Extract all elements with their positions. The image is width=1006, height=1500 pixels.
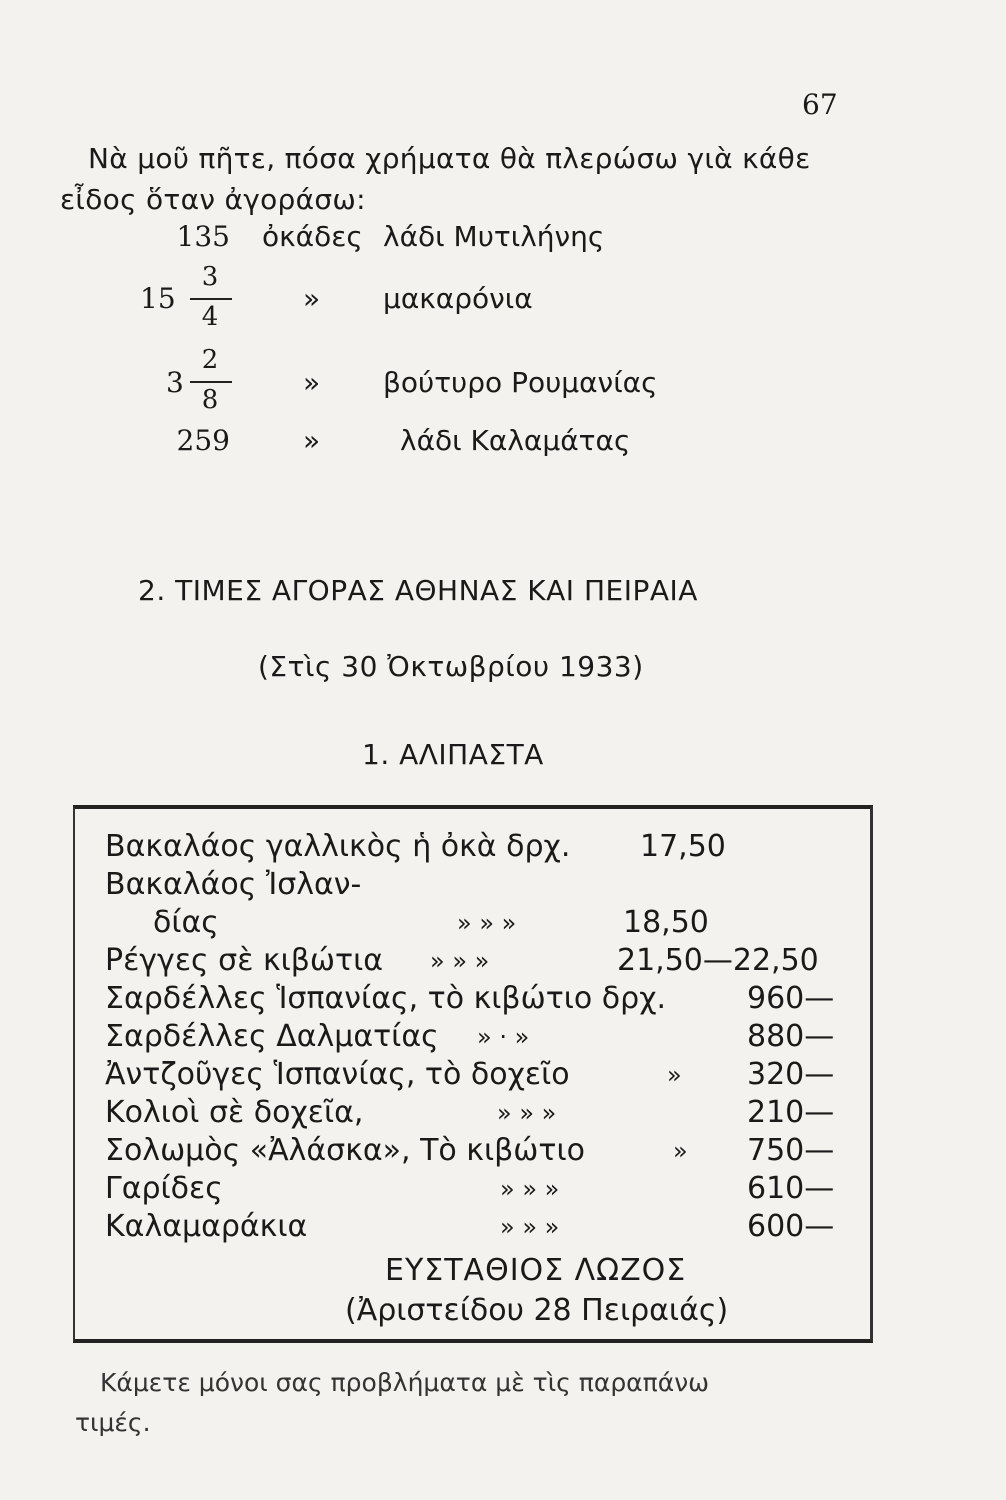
purchase-item: λάδι Καλαμάτας — [400, 424, 631, 457]
section-date: (Στὶς 30 Ὀκτωβρίου 1933) — [258, 650, 644, 683]
advertiser-name: ΕΥΣΤΑΘΙΟΣ ΛΩΖΟΣ — [385, 1253, 687, 1288]
ditto-marks: » » » — [500, 1213, 560, 1241]
price-item-name: Καλαμαράκια — [105, 1209, 308, 1244]
fraction-bar — [190, 381, 232, 383]
price-value: 18,50 — [623, 905, 709, 940]
purchase-qty-whole: 15 — [140, 282, 176, 315]
ditto-marks: » — [673, 1137, 688, 1165]
ditto-marks: » » » — [500, 1175, 560, 1203]
purchase-unit: » — [303, 366, 321, 399]
subsection-title: 1. ΑΛΙΠΑΣΤΑ — [362, 738, 544, 771]
price-item-name: Κολιοὶ σὲ δοχεῖα, — [105, 1095, 364, 1130]
fraction-bar — [190, 298, 232, 300]
price-value: 17,50 — [640, 829, 726, 864]
price-item-name: δίας — [153, 905, 219, 940]
purchase-unit: » — [303, 424, 321, 457]
section-title: 2. ΤΙΜΕΣ ΑΓΟΡΑΣ ΑΘΗΝΑΣ ΚΑΙ ΠΕΙΡΑΙΑ — [138, 574, 698, 607]
price-value: 320— — [747, 1057, 835, 1092]
page-number: 67 — [802, 88, 838, 121]
ditto-marks: » » » — [430, 947, 490, 975]
price-item-name: Ἀντζοῦγες Ἱσπανίας, τὸ δοχεῖο — [105, 1057, 570, 1092]
purchase-qty-whole: 3 — [166, 366, 184, 399]
purchase-qty: 135 — [176, 220, 230, 253]
ditto-marks: » · » — [477, 1023, 530, 1051]
footer-line-2: τιμές. — [75, 1408, 151, 1437]
purchase-unit: » — [303, 282, 321, 315]
fraction-numerator: 3 — [201, 262, 219, 292]
price-item-name: Βακαλάος γαλλικὸς ἡ ὀκὰ δρχ. — [105, 829, 571, 864]
fraction-denominator: 4 — [201, 302, 219, 332]
purchase-qty: 259 — [176, 424, 230, 457]
purchase-item: μακαρόνια — [383, 282, 533, 315]
intro-line-2: εἶδος ὅταν ἀγοράσω: — [60, 183, 366, 216]
fraction-numerator: 2 — [201, 345, 219, 375]
advertiser-address: (Ἀριστείδου 28 Πειραιάς) — [345, 1293, 729, 1328]
price-value: 600— — [747, 1209, 835, 1244]
price-item-name: Γαρίδες — [105, 1171, 223, 1206]
price-value: 21,50—22,50 — [617, 943, 819, 978]
ditto-marks: » » » — [457, 909, 517, 937]
purchase-item: λάδι Μυτιλήνης — [383, 220, 605, 253]
advertisement-box — [73, 805, 873, 1343]
price-value: 210— — [747, 1095, 835, 1130]
price-item-name: Σολωμὸς «Ἀλάσκα», Τὸ κιβώτιο — [105, 1133, 585, 1168]
ditto-marks: » — [667, 1061, 682, 1089]
price-value: 880— — [747, 1019, 835, 1054]
price-item-name: Σαρδέλλες Δαλματίας — [105, 1019, 439, 1054]
price-value: 960— — [747, 981, 835, 1016]
price-item-name: Ρέγγες σὲ κιβώτια — [105, 943, 384, 978]
price-value: 610— — [747, 1171, 835, 1206]
purchase-item: βούτυρο Ρουμανίας — [383, 366, 658, 399]
price-item-name: Σαρδέλλες Ἱσπανίας, τὸ κιβώτιο δρχ. — [105, 981, 667, 1016]
intro-line-1: Νὰ μοῦ πῆτε, πόσα χρήματα θὰ πλερώσω γιὰ κάθε — [88, 142, 811, 175]
footer-line-1: Κάμετε μόνοι σας προβλήματα μὲ τὶς παραπάνω — [100, 1368, 710, 1397]
fraction-denominator: 8 — [201, 385, 219, 415]
price-item-name: Βακαλάος Ἰσλαν- — [105, 867, 362, 902]
purchase-unit: ὀκάδες — [262, 220, 363, 253]
ditto-marks: » » » — [497, 1099, 557, 1127]
price-value: 750— — [747, 1133, 835, 1168]
